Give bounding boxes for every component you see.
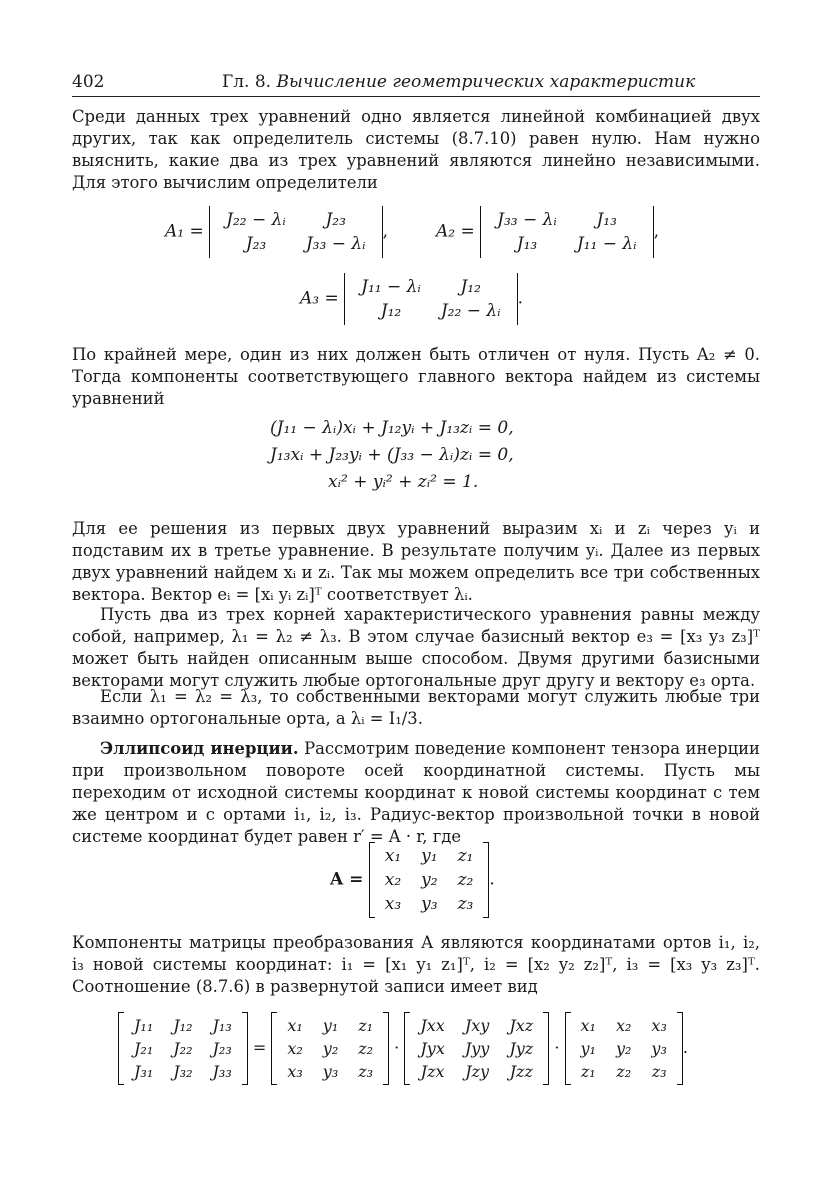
equation-system — [270, 418, 514, 499]
expanded-tensor-equation: J₁₁ J₁₂ J₁₃ J₂₁ J₂₂ J₂₃ J₃₁ J₃₂ J₃₃ = x₁ y₁ z₁ x₂ y₂ z₂ x₃ y₃ z₃ · Jxx Jxy Jxz Jyx Jyy Jyz Jzx Jzy Jzz · x₁ x₂ x₃ y₁ y₂ y₃ z₁ z₂ z₃ . — [118, 1012, 688, 1085]
paragraph-4: Пусть два из трех корней характеристического уравнения равны между собой, например, λ₁ = λ₂ ≠ λ₃. В этом случае базисный вектор e₃ = [x₃ y₃ z₃]ᵀ может быть найден описанным выше способом. Двумя другими базисными векторами могут служить любые ортогональные друг другу и вектору e₃ орта. — [72, 605, 760, 690]
chapter-heading: Гл. 8. Вычисление геометрических характеристик — [222, 72, 696, 92]
determinant-a1: A₁ = J₂₂ − λᵢ J₂₃ J₂₃ J₃₃ − λᵢ , — [165, 206, 388, 258]
paragraph-1: Среди данных трех уравнений одно является линейной комбинацией двух других, так как определитель системы (8.7.10) равен нулю. Нам нужно выяснить, какие два из трех уравнений являются линейно независимыми. Для этого вычислим определители — [72, 107, 760, 192]
determinant-a3: A₃ = J₁₁ − λᵢ J₁₂ J₁₂ J₂₂ − λᵢ . — [300, 273, 523, 325]
section-title: Эллипсоид инерции. — [100, 739, 299, 758]
paragraph-7: Компоненты матрицы преобразования A являются координатами ортов i₁, i₂, i₃ новой системы координат: i₁ = [x₁ y₁ z₁]ᵀ, i₂ = [x₂ y₂ z₂]ᵀ, i₃ = [x₃ y₃ z₃]ᵀ. Соотношение (8.7.6) в развернутой записи имеет вид — [72, 933, 760, 996]
paragraph-3: Для ее решения из первых двух уравнений выразим xᵢ и zᵢ через yᵢ и подставим их в третье уравнение. В результате получим yᵢ. Далее из первых двух уравнений найдем xᵢ и zᵢ. Так мы можем определить все три собственных вектора. Вектор eᵢ = [xᵢ yᵢ zᵢ]ᵀ соответствует λᵢ. — [72, 519, 760, 604]
paragraph-2: По крайней мере, один из них должен быть отличен от нуля. Пусть A₂ ≠ 0. Тогда компоненты соответствующего главного вектора найдем из системы уравнений — [72, 345, 760, 408]
system-line-2: J₁₃xᵢ + J₂₃yᵢ + (J₃₃ − λᵢ)zᵢ = 0, — [270, 445, 514, 465]
page-number: 402 — [72, 72, 105, 92]
paragraph-6: Эллипсоид инерции. Рассмотрим поведение компонент тензора инерции при произвольном повороте осей координатной системы. Пусть мы переходим от исходной системы координат к новой системы координат с тем же центром и с ортами i₁, i₂, i₃. Радиус-вектор произвольной точки в новой системе координат будет равен r′ = A · r, где — [72, 739, 760, 846]
matrix-a: A = x₁ y₁ z₁ x₂ y₂ z₂ x₃ y₃ z₃ . — [330, 842, 495, 918]
running-header — [72, 72, 760, 97]
determinant-a2: A₂ = J₃₃ − λᵢ J₁₃ J₁₃ J₁₁ − λᵢ , — [436, 206, 659, 258]
paragraph-5: Если λ₁ = λ₂ = λ₃, то собственными векторами могут служить любые три взаимно ортогональные орта, а λᵢ = I₁/3. — [72, 687, 760, 728]
system-line-1: (J₁₁ − λᵢ)xᵢ + J₁₂yᵢ + J₁₃zᵢ = 0, — [270, 418, 514, 438]
system-line-3: xᵢ² + yᵢ² + zᵢ² = 1. — [328, 472, 479, 492]
